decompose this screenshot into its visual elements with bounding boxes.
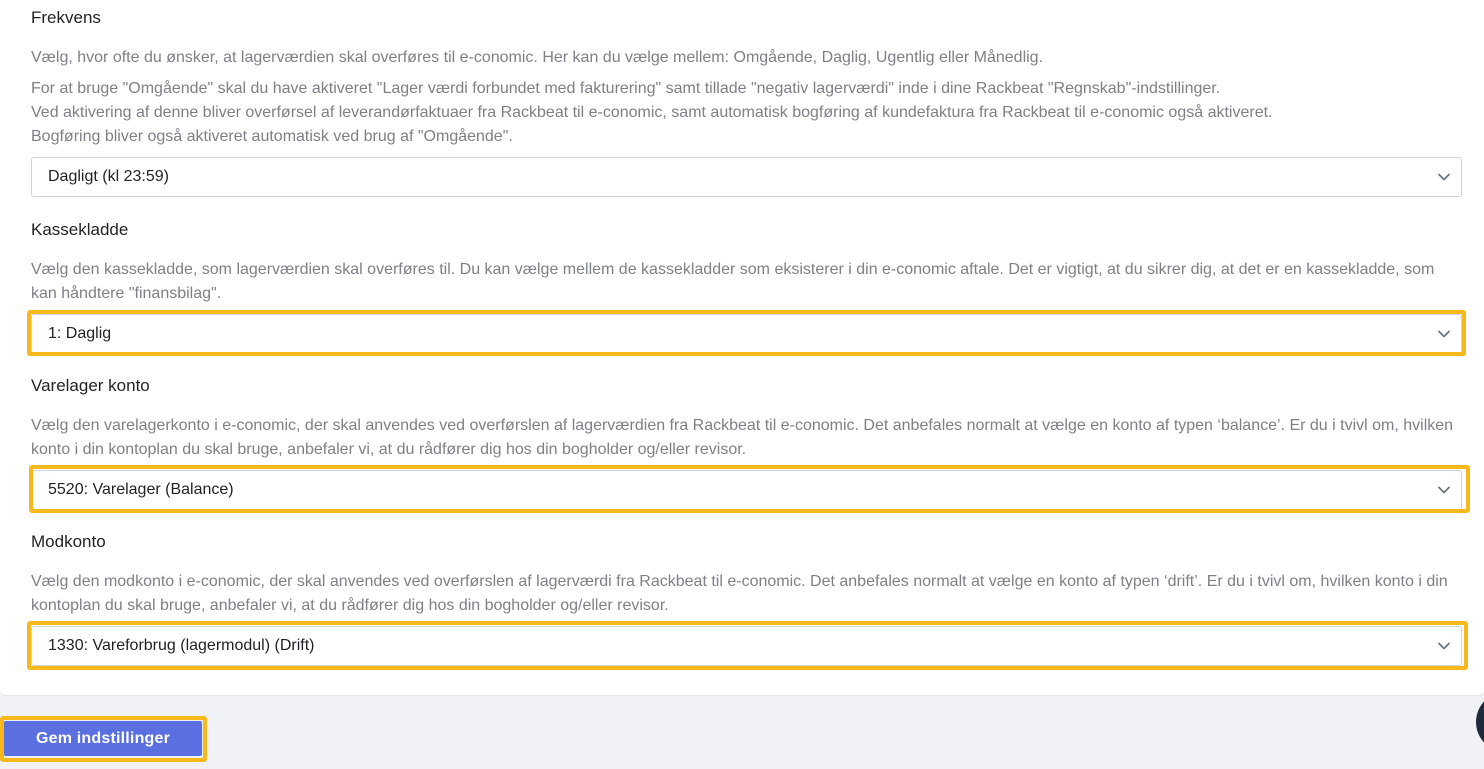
kassekladde-description: Vælg den kassekladde, som lagerværdien skal overføres til. Du kan vælge mellem de kassekladder som eksisterer i din e-conomic aftale. Det er vigtigt, at du sikrer dig, at det er en kassekladde, som kan håndtere "finansbilag". <box>31 261 1435 302</box>
frekvens-desc-line: Bogføring bliver også aktiveret automatisk ved brug af "Omgående". <box>31 128 513 145</box>
modkonto-description: Vælg den modkonto i e-conomic, der skal anvendes ved overførslen af lagerværdi fra Rackbeat til e-conomic. Det anbefales normalt at vælge en konto af typen ‘drift’. Er du i tvivl om, hvilken konto i din kontoplan du skal bruge, anbefaler vi, at du rådfører dig hos din bogholder og/eller revisor. <box>31 573 1448 614</box>
save-settings-button[interactable]: Gem indstillinger <box>4 721 202 756</box>
frekvens-select-value: Dagligt (kl 23:59) <box>48 168 169 185</box>
frekvens-title: Frekvens <box>31 8 101 27</box>
varelager-description: Vælg den varelagerkonto i e-conomic, der skal anvendes ved overførslen af lagerværdien fra Rackbeat til e-conomic. Det anbefales normalt at vælge en konto af typen ‘balance’. Er du i tvivl om, hvilken konto i din kontoplan du skal bruge, anbefaler vi, at du rådfører dig hos din bogholder og/eller revisor. <box>31 417 1454 458</box>
chevron-down-icon <box>1437 639 1451 653</box>
chevron-down-icon <box>1437 327 1451 341</box>
chevron-down-icon <box>1437 170 1451 184</box>
varelager-select-value: 5520: Varelager (Balance) <box>48 481 234 498</box>
kassekladde-select-value: 1: Daglig <box>48 325 112 342</box>
frekvens-desc-line: Vælg, hvor ofte du ønsker, at lagerværdien skal overføres til e-conomic. Her kan du vælge mellem: Omgående, Daglig, Ugentlig eller Månedlig. <box>31 49 1044 66</box>
frekvens-select[interactable] <box>31 157 1462 197</box>
modkonto-select[interactable] <box>31 626 1462 666</box>
kassekladde-select[interactable] <box>31 314 1462 354</box>
frekvens-desc-line: Ved aktivering af denne bliver overførsel af leverandørfaktuaer fra Rackbeat til e-conomic, samt automatisk bogføring af kundefaktura fra Rackbeat til e-conomic også aktiveret. <box>31 104 1273 121</box>
chat-widget-button[interactable] <box>1476 692 1484 752</box>
modkonto-select-value: 1330: Vareforbrug (lagermodul) (Drift) <box>48 637 315 654</box>
chevron-down-icon <box>1437 483 1451 497</box>
varelager-select[interactable] <box>31 470 1462 510</box>
varelager-title: Varelager konto <box>31 376 150 395</box>
kassekladde-title: Kassekladde <box>31 220 129 239</box>
frekvens-description <box>31 46 1461 149</box>
modkonto-title: Modkonto <box>31 532 106 551</box>
frekvens-desc-line: For at bruge "Omgående" skal du have aktiveret "Lager værdi forbundet med fakturering" samt tillade "negativ lagerværdi" inde i dine Rackbeat "Regnskab"-indstillinger. <box>31 80 1221 97</box>
